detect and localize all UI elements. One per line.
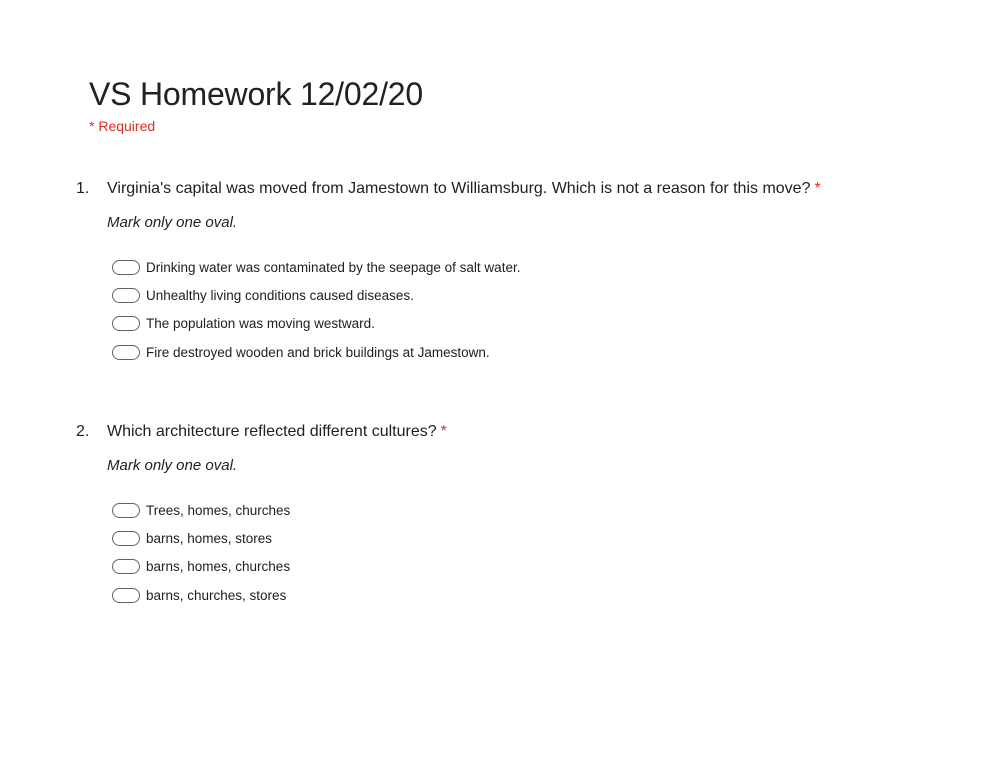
question-text [107,421,447,443]
option-label: Drinking water was contaminated by the seepage of salt water. [146,259,521,275]
option-label: Fire destroyed wooden and brick buildings at Jamestown. [146,344,490,360]
oval-radio-icon[interactable] [112,316,140,331]
option-radio[interactable] [112,553,290,581]
option-radio[interactable] [112,496,290,524]
question-number: 1. [76,180,90,197]
question-1 [76,178,956,360]
option-radio[interactable] [112,281,520,309]
required-note: * Required [89,118,156,134]
option-label: barns, homes, churches [146,559,291,575]
option-radio[interactable] [112,524,290,552]
option-radio[interactable] [112,338,520,366]
question-2 [76,421,956,603]
required-asterisk: * [440,423,447,440]
oval-radio-icon[interactable] [112,503,140,518]
oval-radio-icon[interactable] [112,559,140,574]
oval-radio-icon[interactable] [112,531,140,546]
option-radio[interactable] [112,253,520,281]
question-instruction: Mark only one oval. [107,214,238,231]
question-number: 2. [76,423,90,440]
oval-radio-icon[interactable] [112,588,140,603]
option-label: The population was moving westward. [146,316,375,332]
question-instruction: Mark only one oval. [107,457,238,474]
question-header [76,421,956,443]
question-text [107,178,821,200]
oval-radio-icon[interactable] [112,345,140,360]
question-text-label: Which architecture reflected different cultures? [107,423,437,440]
options-list [112,253,520,367]
form-title: VS Homework 12/02/20 [89,76,423,112]
required-asterisk: * [814,180,821,197]
question-text-label: Virginia's capital was moved from Jamestown to Williamsburg. Which is not a reason for this move? [107,180,811,197]
option-label: barns, homes, stores [146,531,273,547]
option-radio[interactable] [112,581,290,609]
option-label: barns, churches, stores [146,587,287,603]
question-header [76,178,956,200]
option-label: Unhealthy living conditions caused diseases. [146,288,414,304]
options-list [112,496,290,610]
oval-radio-icon[interactable] [112,288,140,303]
oval-radio-icon[interactable] [112,260,140,275]
option-label: Trees, homes, churches [146,502,291,518]
option-radio[interactable] [112,310,520,338]
